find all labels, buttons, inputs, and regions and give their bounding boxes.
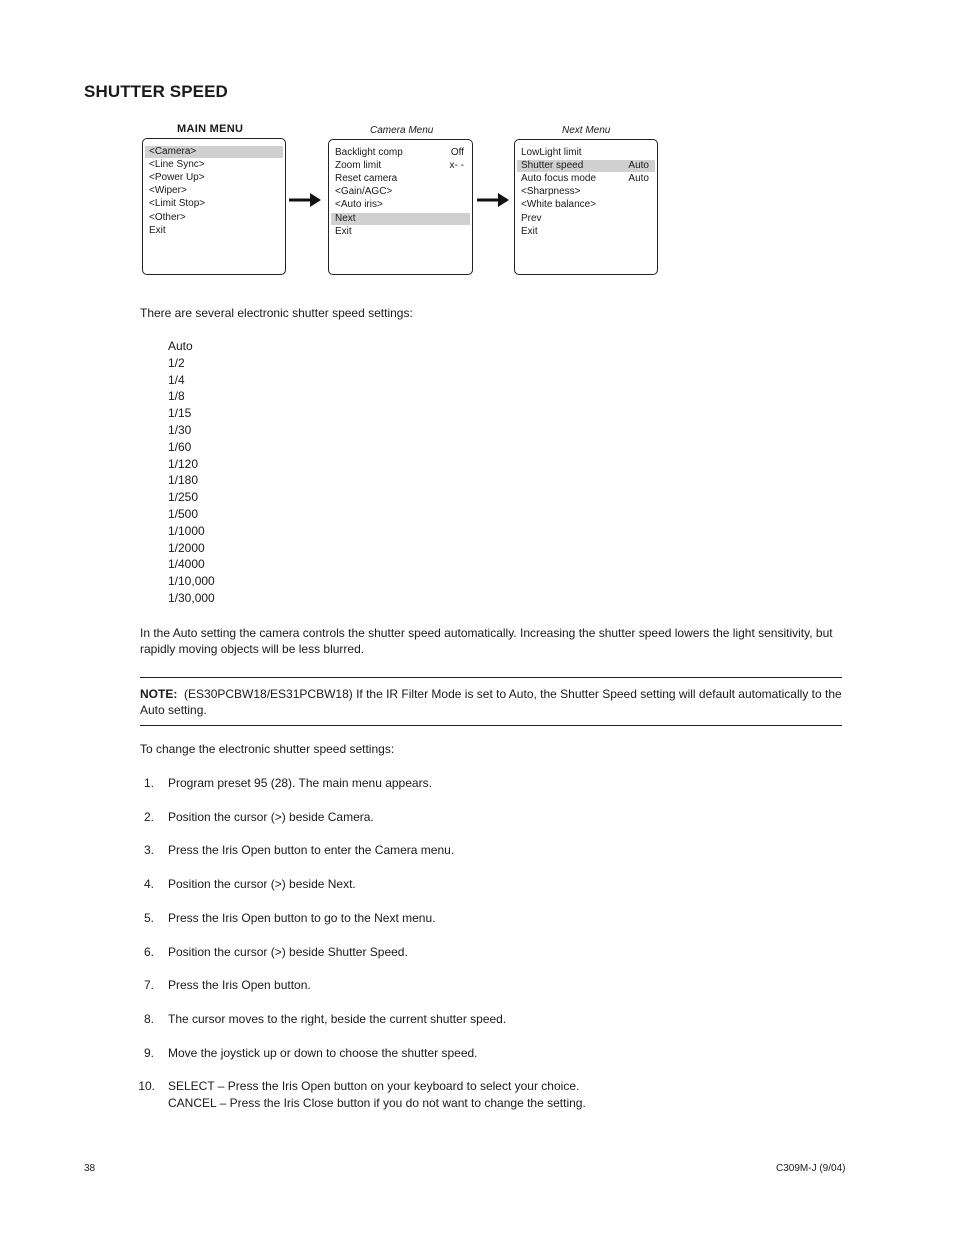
section-heading: SHUTTER SPEED: [84, 82, 228, 101]
menu-item-value: x- -: [449, 159, 464, 171]
shutter-speed-option: 1/1000: [168, 523, 205, 538]
menu-item-value: Auto: [628, 159, 649, 171]
menu-item-label: Auto focus mode: [521, 172, 597, 184]
menu-item-value: Auto: [628, 172, 649, 184]
camera-menu-caption: Camera Menu: [370, 125, 434, 136]
next-menu-item[interactable]: [517, 147, 655, 159]
arrow-right-icon: [288, 192, 322, 208]
main-menu-item[interactable]: [145, 198, 283, 210]
main-menu-item[interactable]: [145, 212, 283, 224]
menu-item-label: <Wiper>: [149, 185, 187, 197]
camera-menu-item[interactable]: [331, 147, 470, 159]
menu-item-label: Exit: [521, 225, 538, 237]
shutter-speed-option: 1/15: [168, 406, 192, 421]
note-bottom-rule: [140, 725, 842, 726]
camera-menu-box: [328, 139, 473, 275]
shutter-speed-option: 1/8: [168, 389, 185, 404]
document-code: C309M-J (9/04): [776, 1163, 846, 1174]
menu-item-label: LowLight limit: [521, 146, 582, 158]
shutter-speed-option: Auto: [168, 339, 193, 353]
step-text: Move the joystick up or down to choose the shutter speed.: [168, 1045, 478, 1060]
next-menu-item[interactable]: [517, 213, 655, 225]
shutter-speed-option: 1/2000: [168, 540, 205, 555]
shutter-speed-option: 1/4: [168, 372, 185, 387]
shutter-speed-option: 1/30: [168, 423, 192, 437]
step-text: Position the cursor (>) beside Shutter Speed.: [168, 944, 408, 959]
step-number: 3.: [143, 843, 154, 858]
menu-item-label: <Power Up>: [149, 171, 205, 183]
main-menu-item[interactable]: [145, 146, 283, 158]
camera-menu-item[interactable]: [331, 186, 470, 198]
camera-menu-item[interactable]: [331, 160, 470, 172]
menu-item-label: Exit: [149, 224, 166, 236]
menu-item-value: Off: [450, 146, 464, 158]
menu-item-label: <Line Sync>: [149, 158, 205, 170]
menu-item-label: <Auto iris>: [335, 199, 383, 211]
menu-item-label: Prev: [521, 212, 542, 224]
main-menu-item[interactable]: [145, 225, 283, 237]
note-text: (ES30PCBW18/ES31PCBW18) If the IR Filter Mode is set to Auto, the Shutter Speed setting will default automatically to the: [184, 687, 842, 701]
next-menu-item[interactable]: [517, 186, 655, 198]
camera-menu-item[interactable]: [331, 226, 470, 238]
main-menu-caption: MAIN MENU: [177, 123, 244, 135]
step-text: Press the Iris Open button to go to the Next menu.: [168, 910, 436, 925]
menu-item-label: <Sharpness>: [521, 186, 581, 198]
step-text: Position the cursor (>) beside Camera.: [168, 809, 374, 824]
menu-item-label: <White balance>: [521, 199, 597, 211]
next-menu-caption: Next Menu: [562, 125, 611, 136]
shutter-speed-option: 1/2: [168, 355, 185, 370]
step-text: Position the cursor (>) beside Next.: [168, 877, 356, 892]
auto-paragraph-line2: rapidly moving objects will be less blurred.: [140, 642, 365, 656]
next-menu-item[interactable]: [517, 160, 655, 172]
step-number: 6.: [143, 944, 154, 959]
step-text: The cursor moves to the right, beside the current shutter speed.: [168, 1011, 507, 1026]
main-menu-item[interactable]: [145, 159, 283, 171]
arrow-right-icon: [476, 192, 510, 208]
shutter-speed-option: 1/10,000: [168, 574, 215, 589]
step-text: Press the Iris Open button.: [168, 978, 311, 993]
note-line2: Auto setting.: [140, 703, 207, 717]
step-number: 8.: [143, 1011, 154, 1026]
menu-item-label: <Camera>: [149, 145, 197, 157]
step-text: SELECT – Press the Iris Open button on your keyboard to select your choice.: [168, 1079, 580, 1094]
camera-menu-item[interactable]: [331, 213, 470, 225]
next-menu-box: [514, 139, 658, 275]
menu-item-label: Shutter speed: [521, 159, 584, 171]
main-menu-item[interactable]: [145, 172, 283, 184]
step-number: 2.: [143, 809, 154, 824]
step-number: 5.: [143, 910, 154, 925]
menu-item-label: <Other>: [149, 211, 186, 223]
step-text: Program preset 95 (28). The main menu appears.: [168, 776, 432, 790]
shutter-speed-option: 1/180: [168, 473, 199, 488]
shutter-speed-option: 1/250: [168, 490, 199, 505]
page-number: 38: [84, 1163, 96, 1174]
intro-text: There are several electronic shutter speed settings:: [140, 306, 413, 320]
shutter-speed-option: 1/60: [168, 439, 192, 454]
shutter-speed-option: 1/120: [168, 456, 199, 471]
menu-item-label: Backlight comp: [335, 146, 403, 158]
menu-item-label: Reset camera: [335, 172, 398, 184]
camera-menu-item[interactable]: [331, 173, 470, 185]
menu-item-label: Next: [335, 212, 356, 224]
step-number: 1.: [143, 776, 154, 790]
next-menu-item[interactable]: [517, 226, 655, 238]
menu-item-label: Exit: [335, 225, 352, 237]
menu-item-label: <Limit Stop>: [149, 198, 206, 210]
next-menu-item[interactable]: [517, 199, 655, 211]
menu-item-label: <Gain/AGC>: [335, 186, 393, 198]
note-top-rule: [140, 677, 842, 678]
step-number: 9.: [143, 1045, 154, 1060]
shutter-speed-option: 1/4000: [168, 557, 205, 572]
steps-intro: To change the electronic shutter speed settings:: [140, 742, 395, 756]
shutter-speed-option: 1/30,000: [168, 591, 215, 605]
menu-item-label: Zoom limit: [335, 159, 382, 171]
camera-menu-item[interactable]: [331, 199, 470, 211]
step-number: 7.: [143, 978, 154, 993]
main-menu-item[interactable]: [145, 185, 283, 197]
step-number: 4.: [143, 877, 154, 892]
main-menu-box: [142, 138, 286, 275]
step-text: Press the Iris Open button to enter the Camera menu.: [168, 843, 455, 858]
note-line1: [140, 686, 842, 702]
step-text-continued: CANCEL – Press the Iris Close button if you do not want to change the setting.: [168, 1095, 586, 1110]
shutter-speed-option: 1/500: [168, 507, 199, 521]
step-number: 10.: [138, 1079, 155, 1094]
note-label: NOTE:: [140, 687, 178, 701]
auto-paragraph-line1: In the Auto setting the camera controls the shutter speed automatically. Increasing the shutter speed lowers the light sensitivity, but: [140, 626, 833, 640]
next-menu-item[interactable]: [517, 173, 655, 185]
